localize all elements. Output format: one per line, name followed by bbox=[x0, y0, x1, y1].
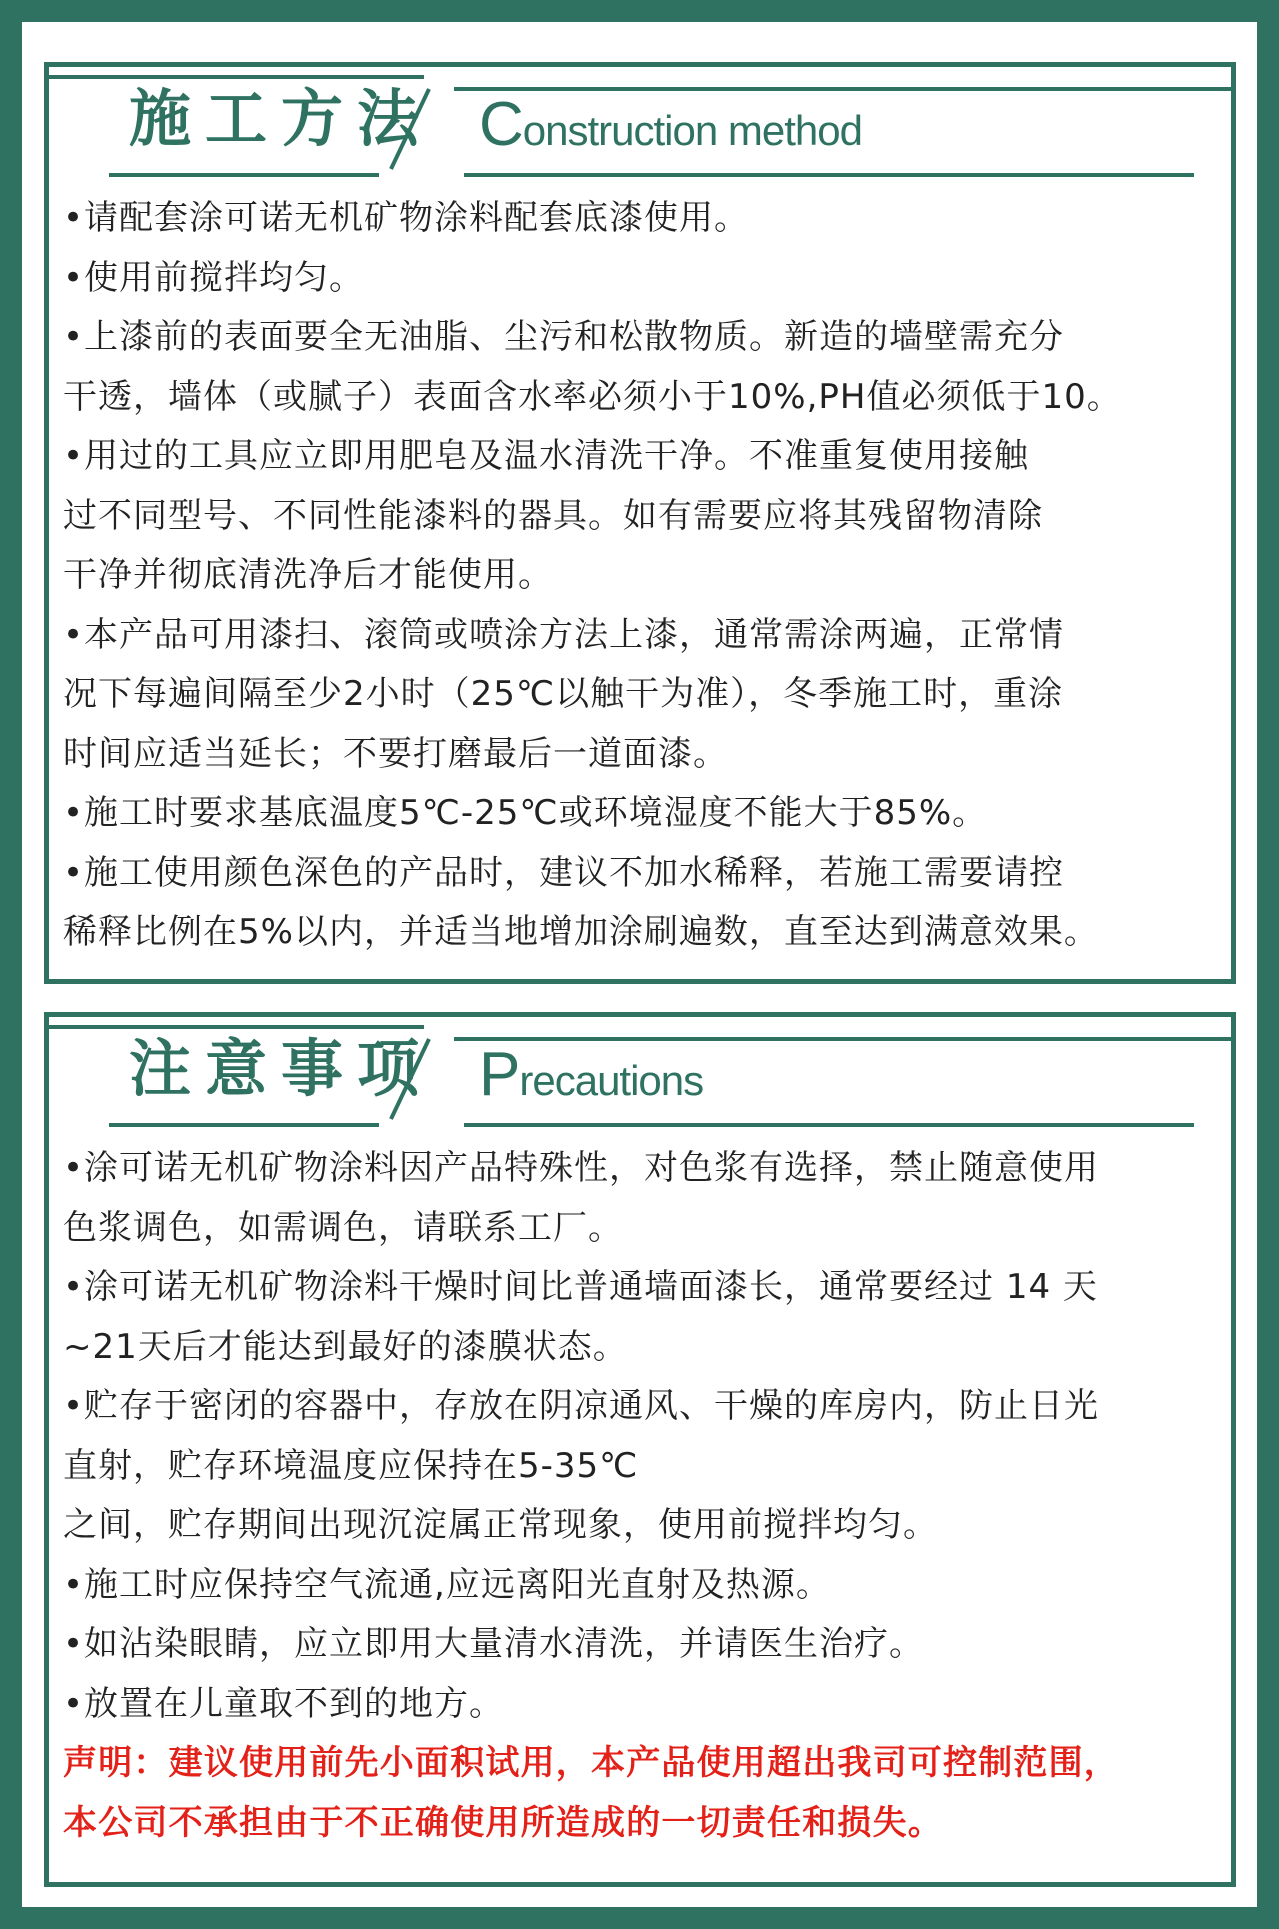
construction-item-3: •上漆前的表面要全无油脂、尘污和松散物质。新造的墙壁需充分 干透，墙体（或腻子）表面含水率必须小于10%,PH值必须低于10。 bbox=[63, 317, 1122, 417]
precautions-body bbox=[63, 1139, 1225, 1853]
precautions-item-4: •施工时应保持空气流通,应远离阳光直射及热源。 bbox=[63, 1564, 831, 1605]
page bbox=[22, 22, 1257, 1907]
construction-item-4: •用过的工具应立即用肥皂及温水清洗干净。不准重复使用接触 过不同型号、不同性能漆料的器具。如有需要应将其残留物清除 干净并彻底清洗净后才能使用。 bbox=[63, 436, 1043, 595]
construction-body bbox=[63, 189, 1225, 963]
construction-title-en-cap: C bbox=[479, 90, 523, 159]
precautions-item-1: •涂可诺无机矿物涂料因产品特殊性，对色浆有选择，禁止随意使用 色浆调色，如需调色，请联系工厂。 bbox=[63, 1148, 1100, 1248]
precautions-section bbox=[44, 1012, 1236, 1887]
construction-item-5: •本产品可用漆扫、滚筒或喷涂方法上漆，通常需涂两遍，正常情 况下每遍间隔至少2小时（25℃以触干为准），冬季施工时，重涂 时间应适当延长；不要打磨最后一道面漆。 bbox=[63, 614, 1065, 774]
precautions-header bbox=[49, 1017, 1231, 1137]
precautions-title-en bbox=[479, 1040, 704, 1111]
precautions-title-en-rest: recautions bbox=[519, 1057, 704, 1104]
precautions-title-en-cap: P bbox=[479, 1040, 520, 1109]
construction-section bbox=[44, 62, 1236, 984]
precautions-item-5: •如沾染眼睛，应立即用大量清水清洗，并请医生治疗。 bbox=[63, 1624, 925, 1664]
construction-item-1: •请配套涂可诺无机矿物涂料配套底漆使用。 bbox=[63, 198, 750, 238]
construction-header bbox=[49, 67, 1231, 187]
precautions-item-3: •贮存于密闭的容器中，存放在阴凉通风、干燥的库房内，防止日光 直射，贮存环境温度应保持在5-35℃ 之间，贮存期间出现沉淀属正常现象，使用前搅拌均匀。 bbox=[63, 1386, 1100, 1545]
construction-item-6: •施工时要求基底温度5℃-25℃或环境湿度不能大于85%。 bbox=[63, 793, 988, 833]
construction-item-2: •使用前搅拌均匀。 bbox=[63, 257, 365, 298]
construction-item-7: •施工使用颜色深色的产品时，建议不加水稀释，若施工需要请控 稀释比例在5%以内，并适当地增加涂刷遍数，直至达到满意效果。 bbox=[63, 852, 1099, 952]
precautions-item-2: •涂可诺无机矿物涂料干燥时间比普通墙面漆长，通常要经过 14 天 ~21天后才能达到最好的漆膜状态。 bbox=[63, 1267, 1098, 1367]
construction-title-en bbox=[479, 90, 862, 161]
precautions-title-cn: 注意事项 bbox=[129, 1032, 434, 1105]
construction-title-en-rest: onstruction method bbox=[522, 107, 862, 154]
disclaimer-notice: 声明：建议使用前先小面积试用，本产品使用超出我司可控制范围， 本公司不承担由于不正确使用所造成的一切责任和损失。 bbox=[63, 1743, 1119, 1843]
precautions-item-6: •放置在儿童取不到的地方。 bbox=[63, 1683, 505, 1724]
construction-title-cn: 施工方法 bbox=[129, 82, 434, 155]
